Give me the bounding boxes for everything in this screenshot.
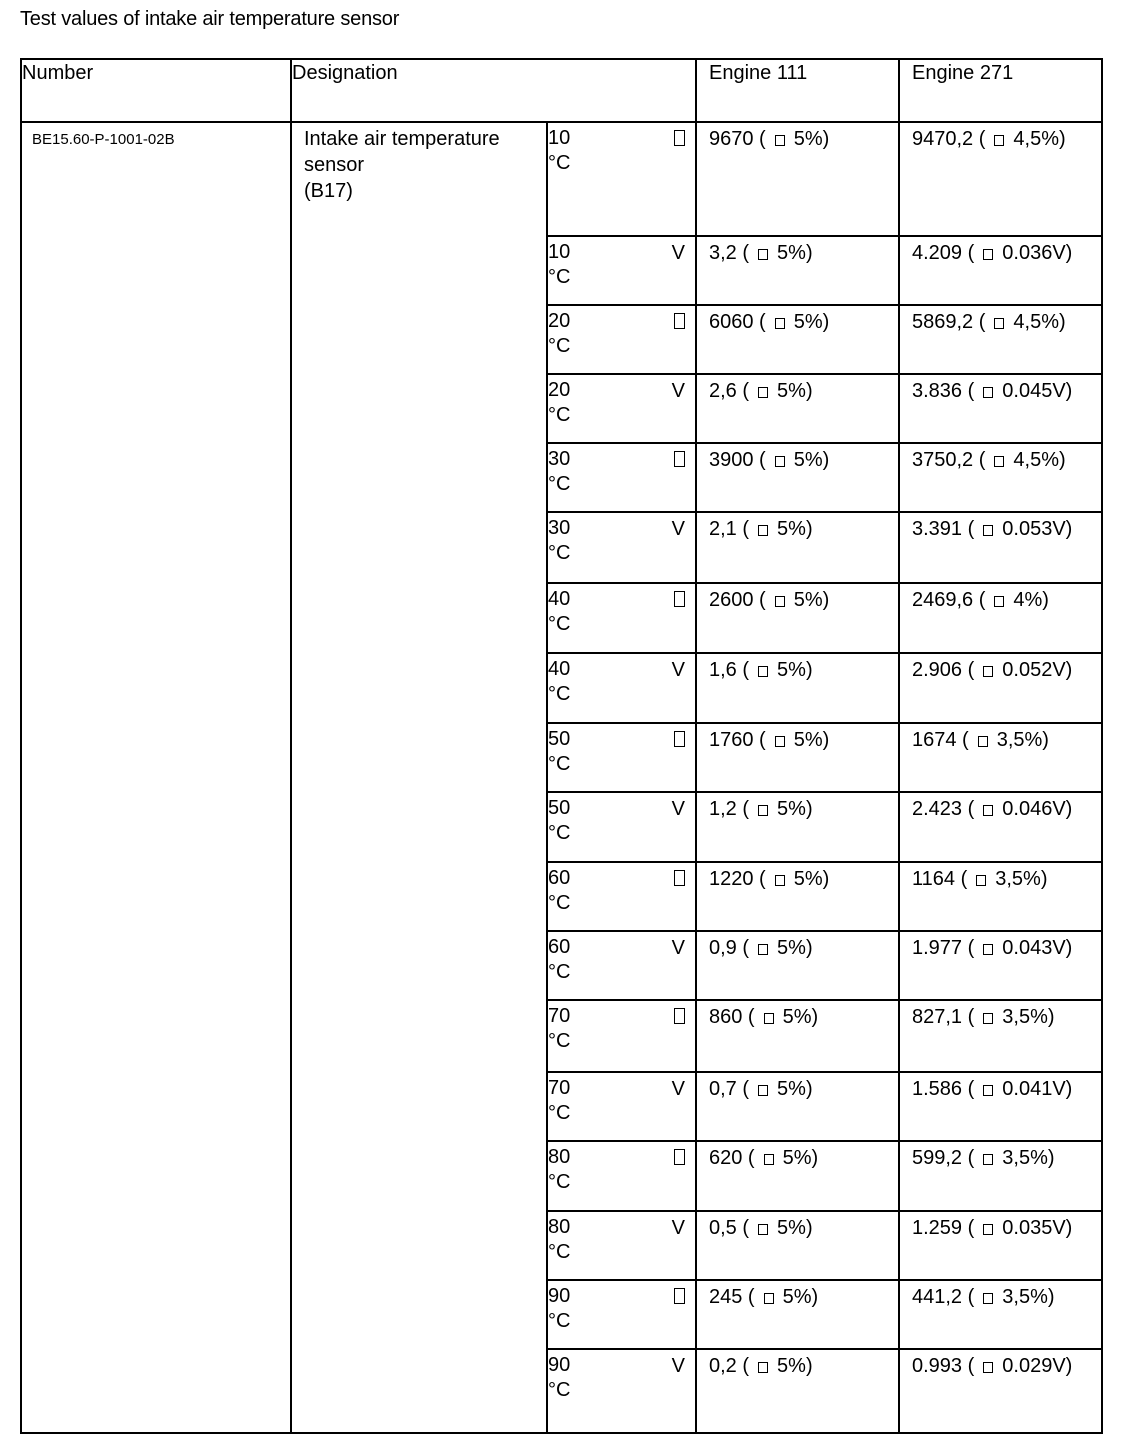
temperature-unit: °C [548, 473, 571, 495]
volt-unit: V [671, 242, 685, 264]
temperature-unit: °C [548, 1310, 571, 1332]
designation-name: Intake air temperature sensor [304, 128, 500, 176]
number-cell [21, 122, 291, 1433]
temperature-value: 10 [548, 127, 571, 149]
designation-code: (B17) [304, 180, 353, 202]
plus-minus-icon [994, 456, 1004, 467]
volt-unit: V [671, 518, 685, 540]
ohm-symbol-icon [674, 1149, 685, 1165]
engine-271-value: 1.586 ( 0.041V) [899, 1072, 1102, 1141]
engine-111-value: 0,9 ( 5%) [696, 931, 899, 1000]
plus-minus-icon [983, 1154, 993, 1165]
temperature-unit: °C [548, 1102, 571, 1124]
temperature-value: 70 [548, 1005, 571, 1027]
temperature-value: 60 [548, 936, 571, 958]
engine-271-value: 3750,2 ( 4,5%) [899, 443, 1102, 512]
engine-271-value: 827,1 ( 3,5%) [899, 1000, 1102, 1072]
plus-minus-icon [983, 1293, 993, 1304]
engine-271-value: 9470,2 ( 4,5%) [899, 122, 1102, 236]
volt-unit: V [671, 1078, 685, 1100]
table-row [21, 122, 1102, 236]
temperature-value: 10 [548, 241, 571, 263]
engine-111-value: 0,7 ( 5%) [696, 1072, 899, 1141]
temperature-value: 80 [548, 1216, 571, 1238]
temperature-value: 60 [548, 867, 571, 889]
temperature-value: 20 [548, 379, 571, 401]
engine-271-value: 0.993 ( 0.029V) [899, 1349, 1102, 1433]
ohm-symbol-icon [674, 451, 685, 467]
temperature-cell [547, 1211, 696, 1280]
temperature-unit: °C [548, 266, 571, 288]
plus-minus-icon [758, 666, 768, 677]
temperature-value: 30 [548, 517, 571, 539]
plus-minus-icon [983, 944, 993, 955]
temperature-cell [547, 374, 696, 443]
temperature-cell [547, 792, 696, 862]
temperature-unit: °C [548, 1241, 571, 1263]
plus-minus-icon [983, 666, 993, 677]
plus-minus-icon [983, 525, 993, 536]
document-title: Test values of intake air temperature sensor [20, 8, 400, 30]
ohm-symbol-icon [674, 1288, 685, 1304]
engine-111-value: 2600 ( 5%) [696, 583, 899, 653]
plus-minus-icon [983, 1085, 993, 1096]
table-body [21, 122, 1102, 1433]
engine-111-value: 3,2 ( 5%) [696, 236, 899, 305]
temperature-value: 40 [548, 658, 571, 680]
header-designation: Designation [291, 59, 696, 122]
temperature-unit: °C [548, 822, 571, 844]
plus-minus-icon [983, 805, 993, 816]
header-number: Number [21, 59, 291, 122]
plus-minus-icon [983, 387, 993, 398]
temperature-value: 90 [548, 1285, 571, 1307]
engine-271-value: 2.906 ( 0.052V) [899, 653, 1102, 723]
engine-111-value: 860 ( 5%) [696, 1000, 899, 1072]
engine-111-value: 1760 ( 5%) [696, 723, 899, 792]
engine-111-value: 0,2 ( 5%) [696, 1349, 899, 1433]
plus-minus-icon [983, 1362, 993, 1373]
plus-minus-icon [758, 387, 768, 398]
temperature-value: 50 [548, 797, 571, 819]
engine-271-value: 4.209 ( 0.036V) [899, 236, 1102, 305]
temperature-unit: °C [548, 961, 571, 983]
plus-minus-icon [764, 1013, 774, 1024]
temperature-value: 50 [548, 728, 571, 750]
engine-111-value: 0,5 ( 5%) [696, 1211, 899, 1280]
plus-minus-icon [758, 1085, 768, 1096]
temperature-unit: °C [548, 1171, 571, 1193]
temperature-unit: °C [548, 683, 571, 705]
plus-minus-icon [764, 1154, 774, 1165]
temperature-unit: °C [548, 542, 571, 564]
engine-111-value: 245 ( 5%) [696, 1280, 899, 1349]
engine-271-value: 1674 ( 3,5%) [899, 723, 1102, 792]
temperature-cell [547, 1141, 696, 1211]
temperature-cell [547, 122, 696, 236]
engine-271-value: 1.259 ( 0.035V) [899, 1211, 1102, 1280]
temperature-cell [547, 236, 696, 305]
volt-unit: V [671, 798, 685, 820]
temperature-cell [547, 443, 696, 512]
plus-minus-icon [775, 736, 785, 747]
ohm-symbol-icon [674, 313, 685, 329]
plus-minus-icon [775, 875, 785, 886]
plus-minus-icon [758, 525, 768, 536]
plus-minus-icon [764, 1293, 774, 1304]
plus-minus-icon [758, 249, 768, 260]
temperature-cell [547, 583, 696, 653]
temperature-unit: °C [548, 404, 571, 426]
engine-111-value: 2,1 ( 5%) [696, 512, 899, 583]
plus-minus-icon [976, 875, 986, 886]
ohm-symbol-icon [674, 1008, 685, 1024]
ohm-symbol-icon [674, 591, 685, 607]
temperature-cell [547, 305, 696, 374]
plus-minus-icon [775, 318, 785, 329]
temperature-cell [547, 931, 696, 1000]
engine-271-value: 2.423 ( 0.046V) [899, 792, 1102, 862]
engine-111-value: 1,6 ( 5%) [696, 653, 899, 723]
temperature-unit: °C [548, 753, 571, 775]
volt-unit: V [671, 1217, 685, 1239]
engine-111-value: 620 ( 5%) [696, 1141, 899, 1211]
volt-unit: V [671, 380, 685, 402]
designation-cell [291, 122, 547, 1433]
temperature-unit: °C [548, 335, 571, 357]
temperature-value: 70 [548, 1077, 571, 1099]
engine-271-value: 2469,6 ( 4%) [899, 583, 1102, 653]
temperature-cell [547, 862, 696, 931]
engine-271-value: 441,2 ( 3,5%) [899, 1280, 1102, 1349]
temperature-cell [547, 723, 696, 792]
plus-minus-icon [775, 135, 785, 146]
temperature-unit: °C [548, 613, 571, 635]
temperature-cell [547, 512, 696, 583]
plus-minus-icon [983, 1013, 993, 1024]
temperature-unit: °C [548, 1030, 571, 1052]
engine-271-value: 3.391 ( 0.053V) [899, 512, 1102, 583]
temperature-unit: °C [548, 892, 571, 914]
engine-271-value: 1164 ( 3,5%) [899, 862, 1102, 931]
engine-111-value: 6060 ( 5%) [696, 305, 899, 374]
engine-271-value: 599,2 ( 3,5%) [899, 1141, 1102, 1211]
document-number: BE15.60-P-1001-02B [32, 131, 175, 148]
temperature-unit: °C [548, 1379, 571, 1401]
temperature-cell [547, 1000, 696, 1072]
engine-111-value: 1220 ( 5%) [696, 862, 899, 931]
volt-unit: V [671, 937, 685, 959]
plus-minus-icon [994, 318, 1004, 329]
ohm-symbol-icon [674, 870, 685, 886]
engine-271-value: 5869,2 ( 4,5%) [899, 305, 1102, 374]
plus-minus-icon [758, 944, 768, 955]
plus-minus-icon [983, 249, 993, 260]
engine-271-value: 1.977 ( 0.043V) [899, 931, 1102, 1000]
engine-111-value: 9670 ( 5%) [696, 122, 899, 236]
plus-minus-icon [978, 736, 988, 747]
plus-minus-icon [983, 1224, 993, 1235]
plus-minus-icon [994, 596, 1004, 607]
plus-minus-icon [758, 1224, 768, 1235]
temperature-value: 80 [548, 1146, 571, 1168]
ohm-symbol-icon [674, 130, 685, 146]
volt-unit: V [671, 1355, 685, 1377]
engine-111-value: 3900 ( 5%) [696, 443, 899, 512]
plus-minus-icon [994, 135, 1004, 146]
temperature-cell [547, 653, 696, 723]
temperature-cell [547, 1280, 696, 1349]
temperature-cell [547, 1072, 696, 1141]
engine-271-value: 3.836 ( 0.045V) [899, 374, 1102, 443]
engine-111-value: 2,6 ( 5%) [696, 374, 899, 443]
temperature-value: 30 [548, 448, 571, 470]
header-engine-271: Engine 271 [899, 59, 1102, 122]
header-row [21, 59, 1102, 122]
temperature-unit: °C [548, 152, 571, 174]
plus-minus-icon [775, 456, 785, 467]
plus-minus-icon [758, 805, 768, 816]
temperature-value: 20 [548, 310, 571, 332]
plus-minus-icon [775, 596, 785, 607]
test-values-table [20, 58, 1103, 1434]
temperature-value: 40 [548, 588, 571, 610]
engine-111-value: 1,2 ( 5%) [696, 792, 899, 862]
header-engine-111: Engine 111 [696, 59, 899, 122]
volt-unit: V [671, 659, 685, 681]
temperature-value: 90 [548, 1354, 571, 1376]
ohm-symbol-icon [674, 731, 685, 747]
temperature-cell [547, 1349, 696, 1433]
plus-minus-icon [758, 1362, 768, 1373]
